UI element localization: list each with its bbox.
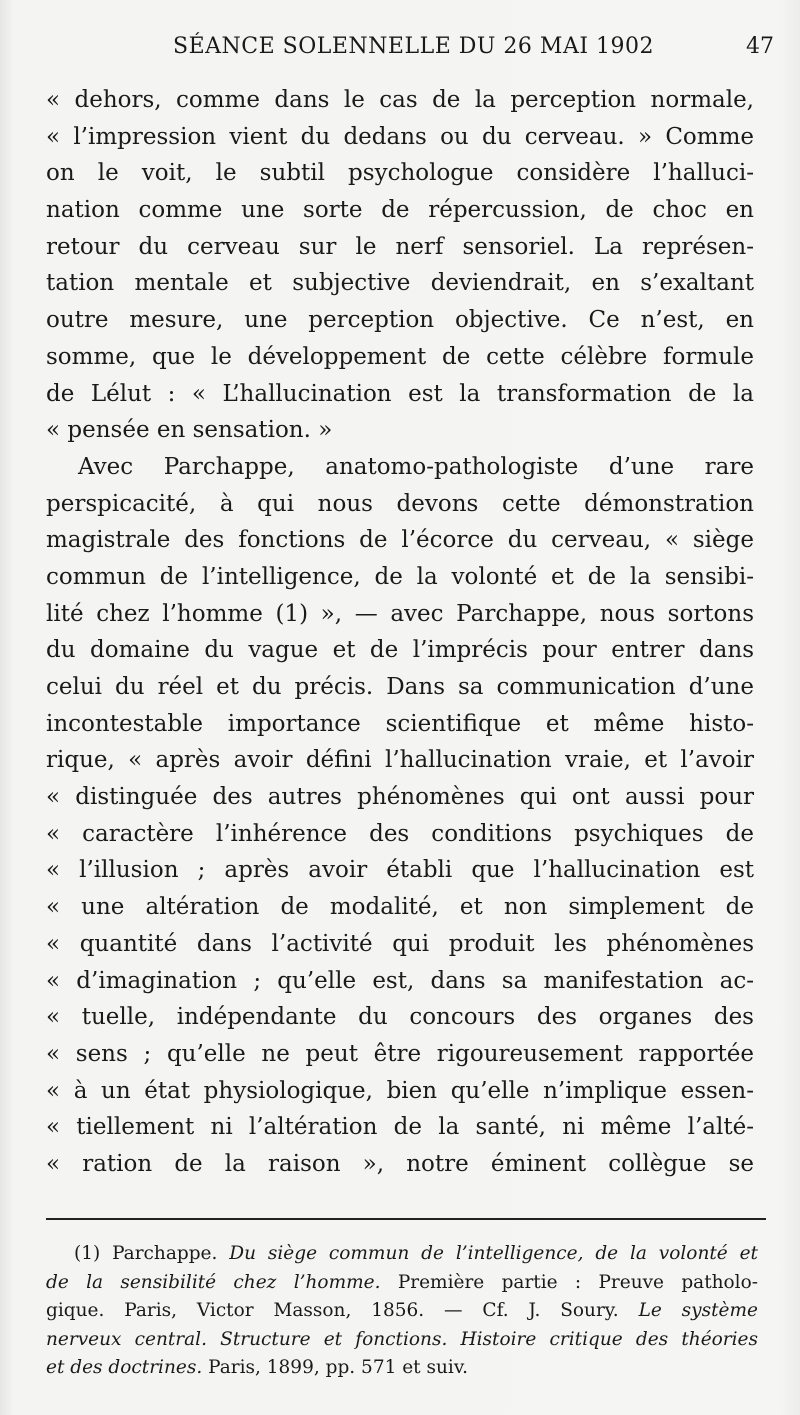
text-line: tation mentale et subjective deviendrait, en s’exaltant — [46, 270, 754, 297]
footnote-title: Du siège commun de l’intelligence, de la volonté et — [229, 1243, 758, 1264]
text-line: de Lélut : « L’hallucination est la transformation de la — [46, 380, 754, 407]
text-line: « tuelle, indépendante du concours des organes des — [46, 1004, 754, 1031]
footnote — [46, 1240, 758, 1383]
footnote-rule — [46, 1218, 766, 1220]
text-line: « caractère l’inhérence des conditions psychiques de — [46, 820, 754, 847]
footnote-line — [46, 1297, 758, 1326]
text-line: « d’imagination ; qu’elle est, dans sa manifestation ac- — [46, 967, 754, 994]
text-line: rique, « après avoir défini l’hallucination vraie, et l’avoir — [46, 747, 754, 774]
text-line: « tiellement ni l’altération de la santé, ni même l’alté- — [46, 1114, 754, 1141]
text-line: « distinguée des autres phénomènes qui ont aussi pour — [46, 784, 754, 811]
footnote-text: gique. Paris, Victor Masson, 1856. — Cf. J. Soury. — [46, 1300, 619, 1321]
text-line: somme, que le développement de cette célèbre formule — [46, 343, 754, 370]
running-head — [48, 34, 774, 70]
footnote-line — [46, 1269, 758, 1298]
footnote-line — [46, 1240, 758, 1269]
text-line: du domaine du vague et de l’imprécis pour entrer dans — [46, 637, 754, 664]
text-line: nation comme une sorte de répercussion, de choc en — [46, 197, 754, 224]
text-line: « l’illusion ; après avoir établi que l’hallucination est — [46, 857, 754, 884]
running-title: SÉANCE SOLENNELLE DU 26 MAI 1902 — [173, 34, 655, 59]
page-number: 47 — [746, 34, 774, 59]
footnote-title: et des doctrines. — [46, 1357, 203, 1378]
text-line: retour du cerveau sur le nerf sensoriel. La représen- — [46, 233, 754, 260]
text-line: magistrale des fonctions de l’écorce du cerveau, « siège — [46, 527, 754, 554]
text-line: celui du réel et du précis. Dans sa communication d’une — [46, 674, 754, 700]
text-line: « à un état physiologique, bien qu’elle n’implique essen- — [46, 1077, 754, 1104]
text-line: Avec Parchappe, anatomo-pathologiste d’une rare — [78, 453, 754, 480]
footnote-marker: (1) Parchappe. — [74, 1243, 218, 1264]
text-line: « ration de la raison », notre éminent collègue se — [46, 1150, 754, 1177]
text-line: lité chez l’homme (1) », — avec Parchappe, nous sortons — [46, 600, 754, 627]
text-line: on le voit, le subtil psychologue considère l’halluci- — [46, 160, 754, 187]
text-line: commun de l’intelligence, de la volonté et de la sensibi- — [46, 563, 754, 590]
footnote-line — [46, 1354, 758, 1383]
text-line: incontestable importance scientifique et même histo- — [46, 710, 754, 737]
footnote-title: Le système — [638, 1300, 758, 1321]
text-line: « sens ; qu’elle ne peut être rigoureusement rapportée — [46, 1040, 754, 1067]
text-line: « quantité dans l’activité qui produit les phénomènes — [46, 930, 754, 957]
text-line: « une altération de modalité, et non simplement de — [46, 894, 754, 921]
body-text — [46, 82, 754, 1183]
text-line: outre mesure, une perception objective. Ce n’est, en — [46, 307, 754, 334]
footnote-title: de la sensibilité chez l’homme. — [46, 1271, 381, 1293]
text-line: « l’impression vient du dedans ou du cerveau. » Comme — [46, 123, 754, 150]
footnote-text: Première partie : Preuve patholo- — [397, 1271, 758, 1293]
text-line: « dehors, comme dans le cas de la perception normale, — [46, 87, 754, 113]
footnote-line — [46, 1326, 758, 1355]
text-line: « pensée en sensation. » — [46, 417, 333, 444]
text-line: perspicacité, à qui nous devons cette démonstration — [46, 490, 754, 517]
footnote-text: Paris, 1899, pp. 571 et suiv. — [208, 1357, 468, 1378]
footnote-title: nerveux central. Structure et fonctions. Histoire critique des théories — [46, 1328, 758, 1350]
